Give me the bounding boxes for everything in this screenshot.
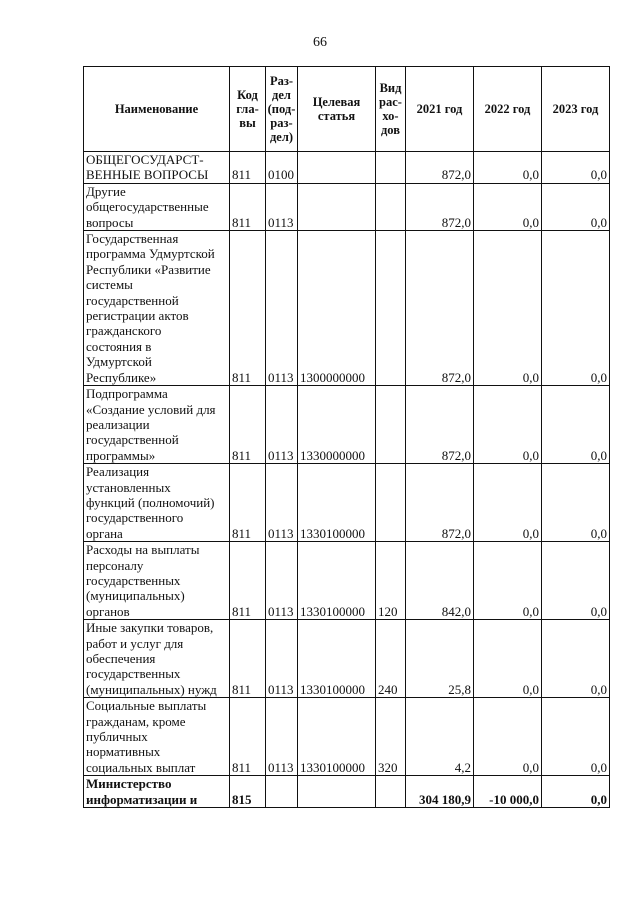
- cell-y2021: 25,8: [406, 620, 474, 698]
- cell-code: 811: [230, 698, 266, 776]
- header-name: Наименование: [84, 67, 230, 152]
- cell-name: Другие общегосударственные вопросы: [84, 183, 230, 230]
- budget-table: [83, 66, 610, 808]
- cell-y2021: 872,0: [406, 231, 474, 386]
- cell-vid: [376, 776, 406, 808]
- cell-code: 811: [230, 231, 266, 386]
- cell-y2022: 0,0: [474, 620, 542, 698]
- cell-target: 1330100000: [298, 542, 376, 620]
- header-2023: 2023 год: [542, 67, 610, 152]
- cell-code: 811: [230, 183, 266, 230]
- cell-vid: [376, 231, 406, 386]
- cell-y2023: 0,0: [542, 464, 610, 542]
- cell-y2022: 0,0: [474, 152, 542, 184]
- cell-section: 0113: [266, 620, 298, 698]
- cell-target: 1330100000: [298, 464, 376, 542]
- table-row: [84, 183, 610, 230]
- cell-y2021: 872,0: [406, 464, 474, 542]
- table-row: [84, 386, 610, 464]
- cell-name: Государственная программа Удмуртской Республики «Развитие системы государственной регистрации актов гражданского состояния в Удмуртской Республике»: [84, 231, 230, 386]
- cell-target: 1300000000: [298, 231, 376, 386]
- cell-section: [266, 776, 298, 808]
- cell-y2021: 872,0: [406, 183, 474, 230]
- cell-y2021: 872,0: [406, 386, 474, 464]
- cell-name: ОБЩЕГОСУДАРСТ- ВЕННЫЕ ВОПРОСЫ: [84, 152, 230, 184]
- cell-target: [298, 183, 376, 230]
- cell-code: 811: [230, 152, 266, 184]
- cell-name: Министерство информатизации и: [84, 776, 230, 808]
- cell-y2023: 0,0: [542, 152, 610, 184]
- cell-vid: [376, 464, 406, 542]
- table-row: [84, 620, 610, 698]
- cell-section: 0113: [266, 183, 298, 230]
- cell-y2021: 842,0: [406, 542, 474, 620]
- cell-y2022: 0,0: [474, 231, 542, 386]
- cell-y2022: 0,0: [474, 464, 542, 542]
- cell-y2022: 0,0: [474, 698, 542, 776]
- cell-section: 0113: [266, 698, 298, 776]
- cell-section: 0100: [266, 152, 298, 184]
- cell-name: Социальные выплаты гражданам, кроме публичных нормативных социальных выплат: [84, 698, 230, 776]
- cell-y2021: 4,2: [406, 698, 474, 776]
- cell-y2023: 0,0: [542, 386, 610, 464]
- cell-section: 0113: [266, 464, 298, 542]
- cell-vid: 320: [376, 698, 406, 776]
- cell-code: 811: [230, 542, 266, 620]
- table-row: [84, 464, 610, 542]
- cell-code: 811: [230, 620, 266, 698]
- cell-name: Реализация установленных функций (полномочий) государственного органа: [84, 464, 230, 542]
- header-2022: 2022 год: [474, 67, 542, 152]
- cell-y2023: 0,0: [542, 776, 610, 808]
- cell-target: 1330000000: [298, 386, 376, 464]
- cell-target: 1330100000: [298, 698, 376, 776]
- table-row: [84, 542, 610, 620]
- cell-section: 0113: [266, 231, 298, 386]
- cell-vid: 120: [376, 542, 406, 620]
- cell-name: Подпрограмма «Создание условий для реализации государственной программы»: [84, 386, 230, 464]
- cell-name: Иные закупки товаров, работ и услуг для обеспечения государственных (муниципальных) нужд: [84, 620, 230, 698]
- header-vid: Вид рас- хо- дов: [376, 67, 406, 152]
- cell-vid: [376, 386, 406, 464]
- cell-y2022: 0,0: [474, 386, 542, 464]
- table-row: [84, 776, 610, 808]
- header-2021: 2021 год: [406, 67, 474, 152]
- cell-section: 0113: [266, 386, 298, 464]
- table-row: [84, 698, 610, 776]
- cell-y2022: -10 000,0: [474, 776, 542, 808]
- cell-target: [298, 776, 376, 808]
- cell-vid: [376, 152, 406, 184]
- cell-name: Расходы на выплаты персоналу государственных (муниципальных) органов: [84, 542, 230, 620]
- cell-target: 1330100000: [298, 620, 376, 698]
- header-section: Раз- дел (под- раз- дел): [266, 67, 298, 152]
- cell-target: [298, 152, 376, 184]
- cell-y2021: 304 180,9: [406, 776, 474, 808]
- cell-y2023: 0,0: [542, 698, 610, 776]
- cell-section: 0113: [266, 542, 298, 620]
- header-target: Целевая статья: [298, 67, 376, 152]
- cell-code: 815: [230, 776, 266, 808]
- table-row: [84, 231, 610, 386]
- cell-code: 811: [230, 464, 266, 542]
- page-number: 66: [313, 35, 327, 50]
- cell-vid: 240: [376, 620, 406, 698]
- table-row: [84, 152, 610, 184]
- cell-y2023: 0,0: [542, 183, 610, 230]
- table-header-row: [84, 67, 610, 152]
- cell-y2022: 0,0: [474, 542, 542, 620]
- cell-y2022: 0,0: [474, 183, 542, 230]
- header-code: Код гла- вы: [230, 67, 266, 152]
- cell-y2023: 0,0: [542, 231, 610, 386]
- cell-code: 811: [230, 386, 266, 464]
- cell-y2021: 872,0: [406, 152, 474, 184]
- cell-y2023: 0,0: [542, 542, 610, 620]
- cell-y2023: 0,0: [542, 620, 610, 698]
- cell-vid: [376, 183, 406, 230]
